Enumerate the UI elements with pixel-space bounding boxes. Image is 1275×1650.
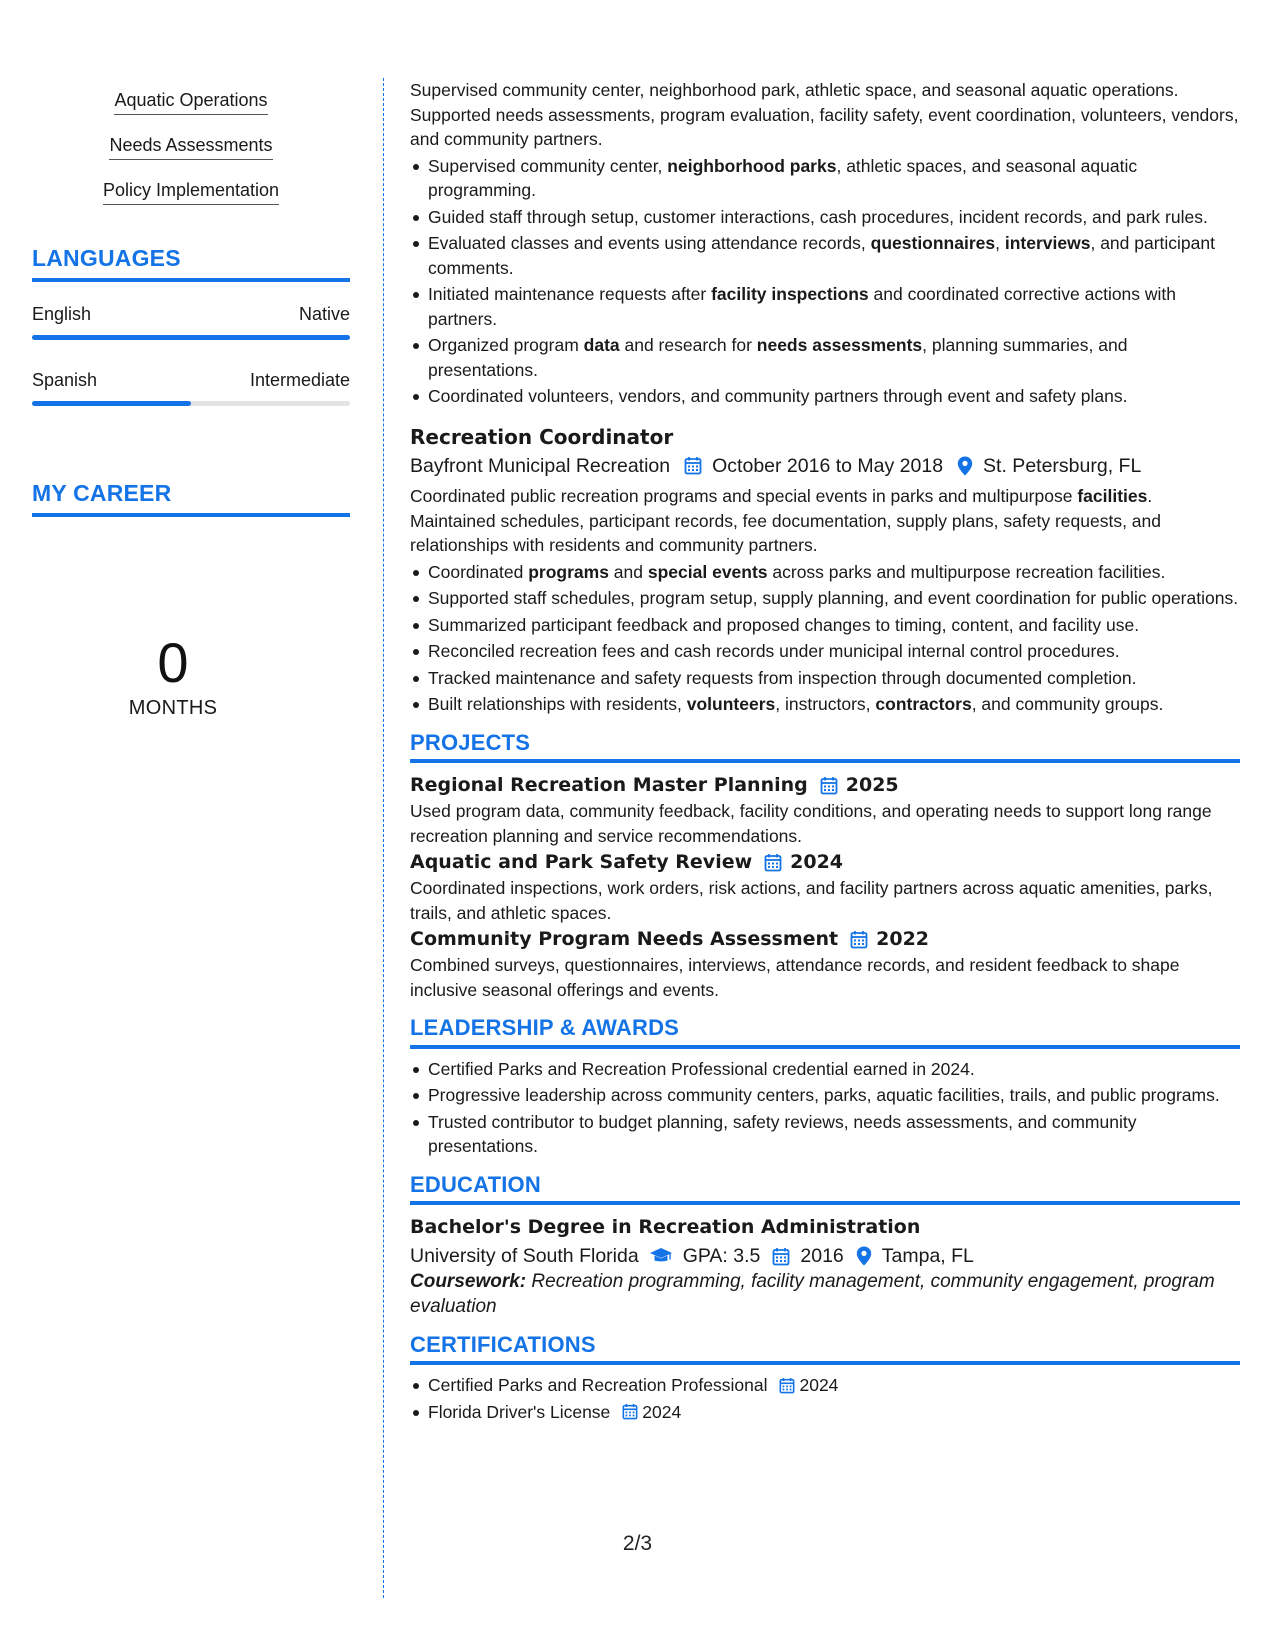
- certifications-section: [410, 1333, 1240, 1425]
- section-rule: [410, 759, 1240, 763]
- calendar-icon: [764, 853, 782, 872]
- career-section: [32, 480, 350, 720]
- skill-tag: Policy Implementation: [103, 178, 279, 205]
- project-year: 2022: [876, 928, 930, 950]
- list-item: Guided staff through setup, customer interactions, cash procedures, incident records, and park rules.: [410, 205, 1240, 230]
- project-title-row: [410, 848, 1240, 876]
- calendar-icon: [622, 1403, 638, 1420]
- location-pin-icon: [957, 456, 973, 476]
- project-entry: [410, 848, 1240, 925]
- skill-item: [32, 80, 350, 125]
- project-title: Regional Recreation Master Planning: [410, 774, 808, 796]
- project-description: Used program data, community feedback, facility conditions, and operating needs to support long range recreation planning and service recommendations.: [410, 801, 1212, 846]
- project-year: 2024: [790, 851, 844, 873]
- job-meta: [410, 454, 1240, 479]
- company-name: Bayfront Municipal Recreation: [410, 454, 671, 477]
- calendar-icon: [772, 1247, 790, 1266]
- list-item: Summarized participant feedback and proposed changes to timing, content, and facility use.: [410, 613, 1240, 638]
- project-title: Community Program Needs Assessment: [410, 928, 839, 950]
- skill-tag: Aquatic Operations: [114, 88, 267, 115]
- project-entry: [410, 771, 1240, 848]
- projects-section: [410, 731, 1240, 1003]
- gpa: GPA: 3.5: [682, 1245, 761, 1267]
- certification-year: 2024: [799, 1375, 839, 1395]
- education-meta: [410, 1244, 1240, 1269]
- list-item: Evaluated classes and events using attendance records, questionnaires, interviews, and participant comments.: [410, 231, 1240, 280]
- language-bar-fill: [32, 335, 350, 340]
- certifications-list: [410, 1373, 1240, 1424]
- graduation-year: 2016: [800, 1245, 844, 1267]
- column-divider: [383, 78, 384, 1598]
- coursework-text: Recreation programming, facility management, community engagement, program evaluation: [410, 1270, 1215, 1317]
- skill-tag: Needs Assessments: [109, 133, 272, 160]
- coursework-label: Coursework:: [410, 1270, 527, 1292]
- job-summary: Coordinated public recreation programs and special events in parks and multipurpose facilities. Maintained schedules, participant records, fee documentation, supply plans, safety requests, and relationships with residents and community partners.: [410, 486, 1161, 555]
- list-item: Trusted contributor to budget planning, safety reviews, needs assessments, and community presentations.: [410, 1110, 1240, 1159]
- certification-name: Certified Parks and Recreation Professional: [428, 1375, 768, 1395]
- skill-item: [32, 125, 350, 170]
- job-entry: [410, 78, 1240, 409]
- language-row: [32, 304, 350, 325]
- career-heading: MY CAREER: [32, 480, 172, 506]
- project-entry: [410, 925, 1240, 1002]
- language-row: [32, 370, 350, 391]
- location-pin-icon: [856, 1246, 872, 1266]
- school-name: University of South Florida: [410, 1245, 639, 1267]
- section-heading: EDUCATION: [410, 1171, 541, 1197]
- graduation-cap-icon: [649, 1247, 673, 1265]
- leadership-list: [410, 1057, 1240, 1159]
- language-level: Intermediate: [249, 370, 350, 390]
- languages-heading: LANGUAGES: [32, 245, 181, 271]
- language-name: English: [32, 304, 92, 324]
- list-item: Tracked maintenance and safety requests from inspection through documented completion.: [410, 666, 1240, 691]
- career-value: 0: [157, 631, 189, 694]
- language-bar-fill: [32, 401, 191, 406]
- language-bar: [32, 401, 350, 406]
- list-item: [410, 1373, 1240, 1398]
- calendar-icon: [850, 930, 868, 949]
- list-item: Initiated maintenance requests after facility inspections and coordinated corrective actions with partners.: [410, 282, 1240, 331]
- section-rule: [410, 1361, 1240, 1365]
- school-location: Tampa, FL: [881, 1245, 974, 1267]
- languages-section: [32, 245, 350, 406]
- language-bar: [32, 335, 350, 340]
- project-title-row: [410, 925, 1240, 953]
- job-summary: Supervised community center, neighborhood park, athletic space, and seasonal aquatic operations. Supported needs assessments, program evaluation, facility safety, event coordination, volunteers, vendors, and community partners.: [410, 80, 1239, 149]
- section-heading: CERTIFICATIONS: [410, 1331, 596, 1357]
- list-item: Reconciled recreation fees and cash records under municipal internal control procedures.: [410, 639, 1240, 664]
- project-title-row: [410, 771, 1240, 799]
- calendar-icon: [820, 776, 838, 795]
- section-heading: PROJECTS: [410, 729, 531, 755]
- section-rule: [32, 278, 350, 282]
- list-item: Organized program data and research for needs assessments, planning summaries, and presentations.: [410, 333, 1240, 382]
- certification-year: 2024: [642, 1401, 682, 1422]
- left-column: [32, 80, 350, 720]
- degree-title: Bachelor's Degree in Recreation Administration: [410, 1216, 921, 1238]
- coursework: [410, 1269, 1240, 1319]
- section-rule: [410, 1045, 1240, 1049]
- section-rule: [410, 1201, 1240, 1205]
- career-counter: [32, 631, 314, 720]
- job-location: St. Petersburg, FL: [983, 454, 1142, 477]
- list-item: Coordinated volunteers, vendors, and community partners through event and safety plans.: [410, 384, 1240, 409]
- calendar-icon: [779, 1377, 795, 1394]
- certification-name: Florida Driver's License: [428, 1401, 611, 1422]
- list-item: Built relationships with residents, volunteers, instructors, contractors, and community groups.: [410, 692, 1240, 717]
- skill-item: [32, 170, 350, 215]
- list-item: Progressive leadership across community centers, parks, aquatic facilities, trails, and public programs.: [410, 1083, 1240, 1108]
- project-year: 2025: [845, 774, 899, 796]
- job-bullets: [410, 560, 1240, 717]
- list-item: Supported staff schedules, program setup, supply planning, and event coordination for public operations.: [410, 586, 1240, 611]
- project-description: Coordinated inspections, work orders, risk actions, and facility partners across aquatic amenities, parks, trails, and athletic spaces.: [410, 878, 1213, 923]
- list-item: Coordinated programs and special events across parks and multipurpose recreation facilities.: [410, 560, 1240, 585]
- section-heading: LEADERSHIP & AWARDS: [410, 1015, 680, 1040]
- project-title: Aquatic and Park Safety Review: [410, 851, 753, 873]
- job-bullets: [410, 154, 1240, 409]
- project-description: Combined surveys, questionnaires, interviews, attendance records, and resident feedback to shape inclusive seasonal offerings and events.: [410, 955, 1180, 1000]
- language-level: Native: [298, 304, 350, 324]
- section-rule: [32, 513, 350, 517]
- job-dates: October 2016 to May 2018: [712, 454, 944, 477]
- language-name: Spanish: [32, 370, 98, 390]
- right-column: [410, 78, 1240, 1426]
- education-section: [410, 1173, 1240, 1319]
- list-item: [410, 1400, 1240, 1425]
- list-item: Supervised community center, neighborhood parks, athletic spaces, and seasonal aquatic programming.: [410, 154, 1240, 203]
- calendar-icon: [684, 456, 702, 475]
- list-item: Certified Parks and Recreation Professional credential earned in 2024.: [410, 1057, 1240, 1082]
- career-unit: MONTHS: [128, 697, 218, 719]
- page-number: 2/3: [622, 1532, 653, 1555]
- job-entry: [410, 423, 1240, 717]
- job-title: Recreation Coordinator: [410, 424, 674, 449]
- leadership-section: [410, 1016, 1240, 1159]
